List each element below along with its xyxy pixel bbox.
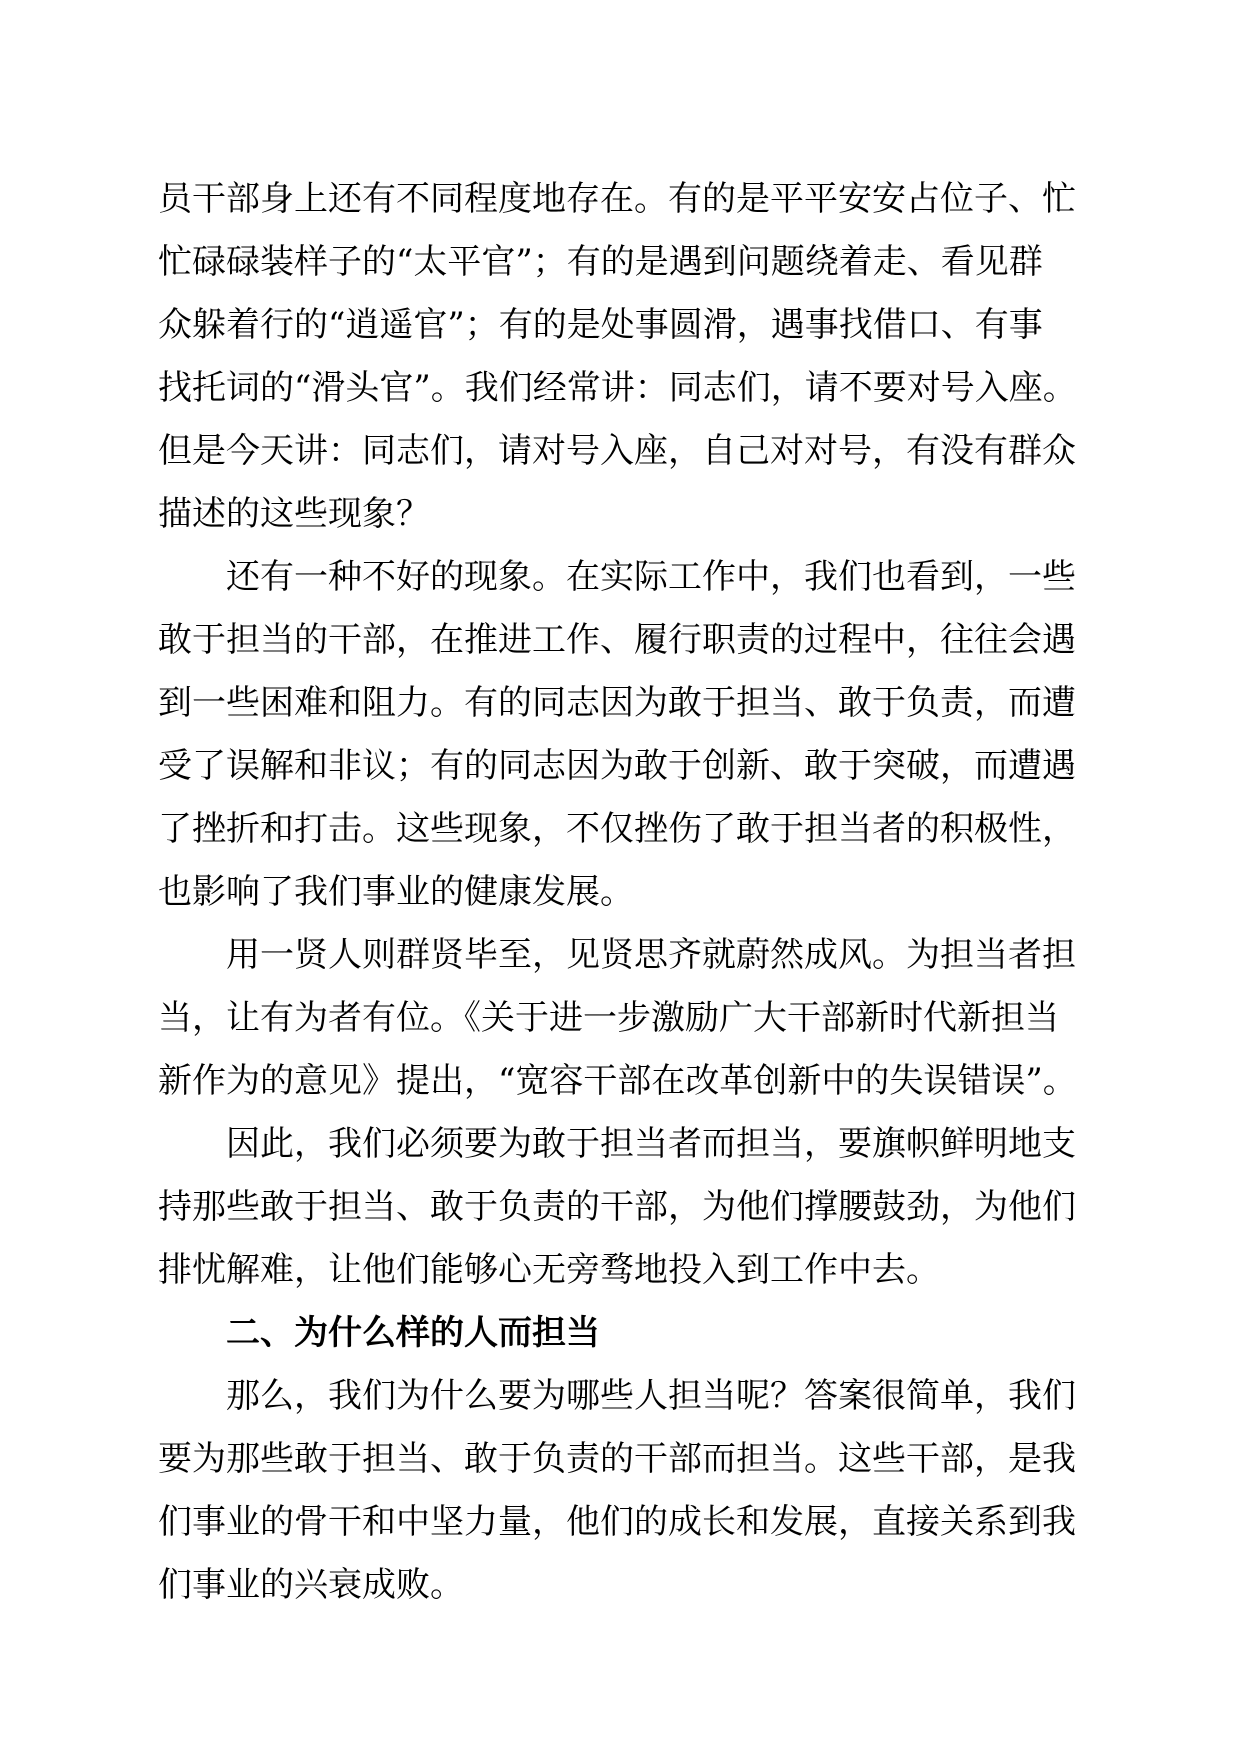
paragraph-first-line: 用一贤人则群贤毕至，见贤思齐就蔚然成风。为担当者担 (226, 935, 1076, 975)
text-line: 众躲着行的“逍遥官”；有的是处事圆滑，遇事找借口、有事 (158, 305, 1043, 345)
text-line: 排忧解难，让他们能够心无旁骛地投入到工作中去。 (158, 1250, 940, 1290)
text-line: 到一些困难和阻力。有的同志因为敢于担当、敢于负责，而遭 (158, 683, 1076, 723)
paragraph-first-line: 那么，我们为什么要为哪些人担当呢？答案很简单，我们 (226, 1376, 1076, 1416)
text-line: 描述的这些现象？ (158, 494, 430, 534)
document-body (158, 168, 1078, 1617)
text-line: 敢于担当的干部，在推进工作、履行职责的过程中，往往会遇 (158, 620, 1076, 660)
text-line: 但是今天讲：同志们，请对号入座，自己对对号，有没有群众 (158, 431, 1076, 471)
text-line: 新作为的意见》提出，“宽容干部在改革创新中的失误错误”。 (158, 1061, 1077, 1101)
paragraph-first-line: 还有一种不好的现象。在实际工作中，我们也看到，一些 (226, 557, 1076, 597)
text-line: 要为那些敢于担当、敢于负责的干部而担当。这些干部，是我 (158, 1439, 1076, 1479)
text-line: 受了误解和非议；有的同志因为敢于创新、敢于突破，而遭遇 (158, 746, 1076, 786)
text-line: 忙碌碌装样子的“太平官”；有的是遇到问题绕着走、看见群 (158, 242, 1043, 282)
text-line: 持那些敢于担当、敢于负责的干部，为他们撑腰鼓劲，为他们 (158, 1187, 1076, 1227)
text-line: 们事业的兴衰成败。 (158, 1565, 464, 1605)
text-line: 当，让有为者有位。《关于进一步激励广大干部新时代新担当 (158, 998, 1059, 1038)
paragraph-first-line: 因此，我们必须要为敢于担当者而担当，要旗帜鲜明地支 (226, 1124, 1076, 1164)
text-line: 们事业的骨干和中坚力量，他们的成长和发展，直接关系到我 (158, 1502, 1076, 1542)
text-line: 也影响了我们事业的健康发展。 (158, 872, 634, 912)
section-heading: 二、为什么样的人而担当 (226, 1313, 600, 1353)
text-line: 了挫折和打击。这些现象，不仅挫伤了敢于担当者的积极性， (158, 809, 1076, 849)
text-line: 员干部身上还有不同程度地存在。有的是平平安安占位子、忙 (158, 179, 1076, 219)
text-line: 找托词的“滑头官”。我们经常讲：同志们，请不要对号入座。 (158, 368, 1077, 408)
